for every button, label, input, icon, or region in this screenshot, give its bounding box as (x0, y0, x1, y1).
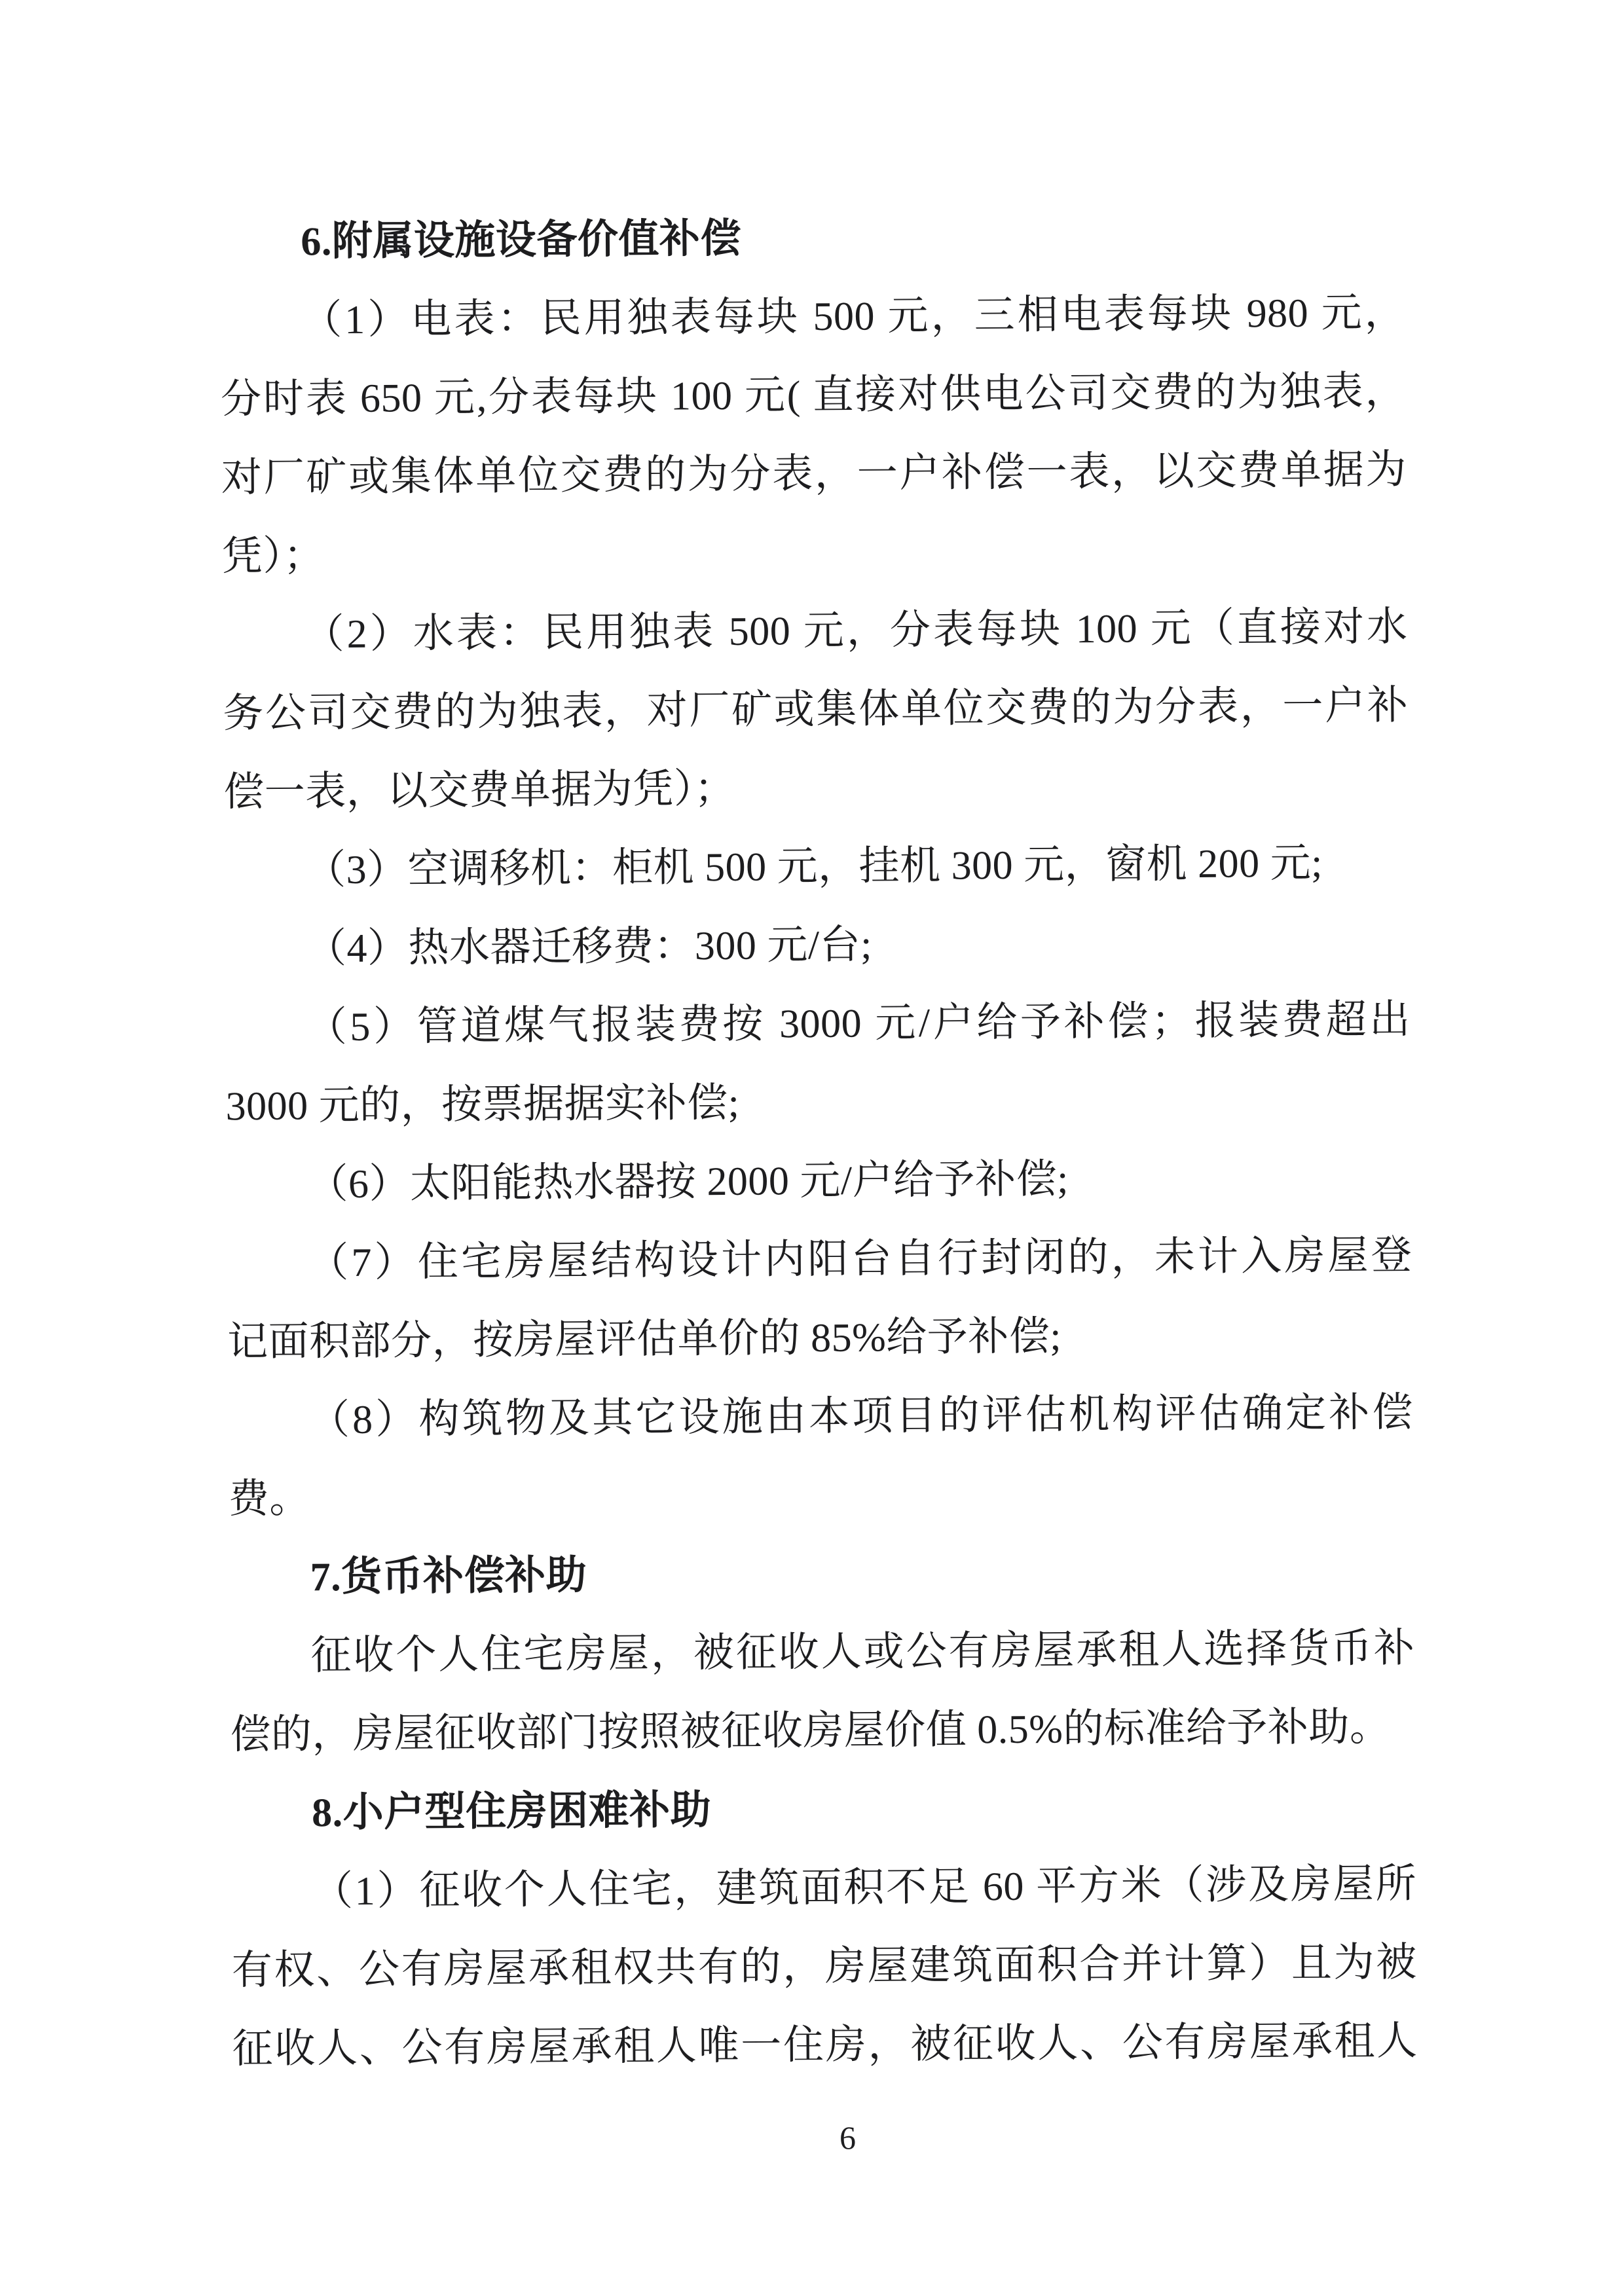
text-line: （6）太阳能热水器按 2000 元/户给予补偿; (307, 1157, 1069, 1207)
document-body (219, 195, 1418, 2089)
text-line: 务公司交费的为独表，对厂矿或集体单位交费的为分表，一户补 (223, 683, 1409, 737)
text-line: 费。 (228, 1476, 311, 1522)
text-line: （5）管道煤气报装费按 3000 元/户给予补偿；报装费超出 (306, 997, 1411, 1050)
section-heading: 8.小户型住房困难补助 (311, 1788, 712, 1836)
text-line: （1）电表：民用独表每块 500 元，三相电表每块 980 元， (301, 290, 1406, 343)
section-heading: 6.附属设施设备价值补偿 (301, 216, 742, 264)
text-line: （7）住宅房屋结构设计内阳台自行封闭的，未计入房屋登 (308, 1233, 1412, 1286)
page-number: 6 (840, 2119, 856, 2156)
text-line: （3）空调移机：柜机 500 元，挂机 300 元，窗机 200 元; (304, 841, 1323, 893)
text-line: 偿一表，以交费单据为凭）； (223, 766, 735, 815)
text-line: （4）热水器迁移费：300 元/台; (305, 922, 873, 972)
section-heading: 7.货币补偿补助 (310, 1553, 587, 1600)
text-line: 凭）； (221, 534, 325, 579)
text-line: 征收人、公有房屋承租人唯一住房，被征收人、公有房屋承租人 (232, 2018, 1418, 2072)
text-line: 偿的，房屋征收部门按照被征收房屋价值 0.5%的标准给予补助。 (230, 1704, 1391, 1758)
text-line: 分时表 650 元,分表每块 100 元( 直接对供电公司交费的为独表， (220, 369, 1407, 422)
text-line: 记面积部分，按房屋评估单价的 85%给予补偿; (227, 1314, 1062, 1365)
text-line: 有权、公有房屋承租权共有的，房屋建筑面积合并计算）且为被 (231, 1940, 1418, 1994)
text-line: （1）征收个人住宅，建筑面积不足 60 平方米（涉及房屋所 (312, 1861, 1417, 1914)
text-line: （8）构筑物及其它设施由本项目的评估机构评估确定补偿 (308, 1390, 1414, 1443)
text-line: （2）水表：民用独表 500 元，分表每块 100 元（直接对水 (303, 604, 1408, 657)
text-line: 征收个人住宅房屋，被征收人或公有房屋承租人选择货币补 (310, 1626, 1415, 1679)
text-line: 3000 元的，按票据据实补偿; (225, 1080, 740, 1129)
text-line: 对厂矿或集体单位交费的为分表，一户补偿一表，以交费单据为 (221, 447, 1407, 501)
